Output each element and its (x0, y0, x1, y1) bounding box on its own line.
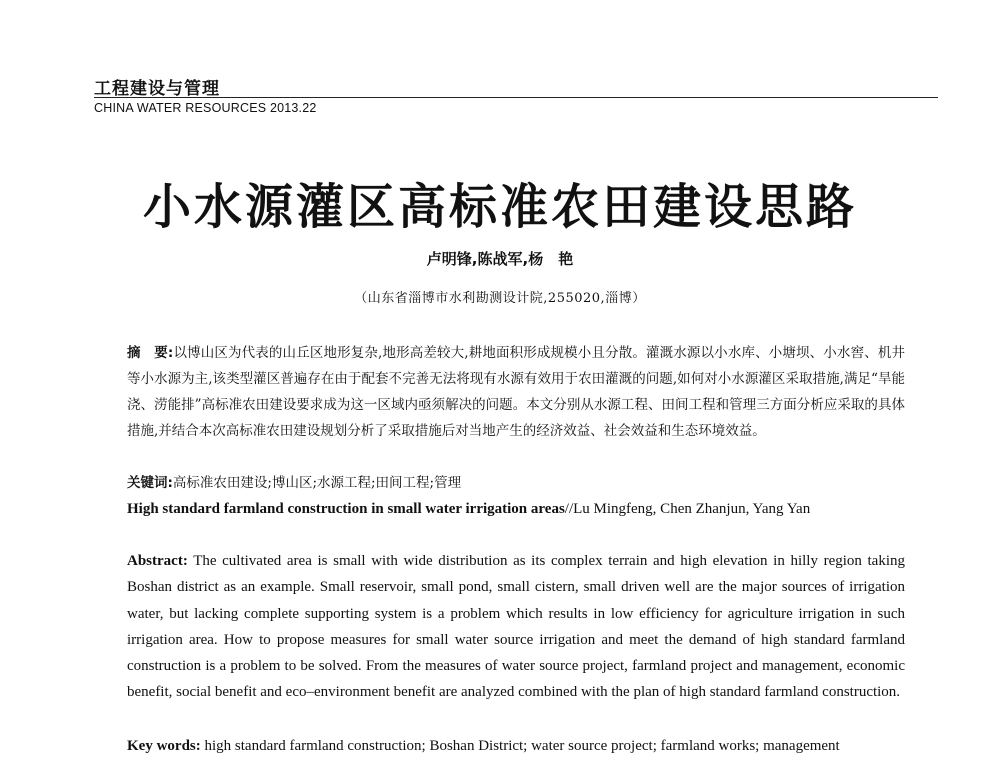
english-title-block (127, 496, 905, 522)
paper-title: 小水源灌区高标准农田建设思路 (142, 179, 857, 235)
chinese-abstract-label: 摘 要: (127, 345, 174, 361)
english-abstract (127, 548, 905, 706)
author-affiliation: （山东省淄博市水利勘测设计院,255020,淄博） (354, 291, 646, 306)
chinese-keywords-text: 高标准农田建设;博山区;水源工程;田间工程;管理 (172, 475, 462, 491)
chinese-keywords-label: 关键词: (127, 475, 173, 491)
english-abstract-text: The cultivated area is small with wide distribution as its complex terrain and high elevation in hilly region taking Boshan district as an example. Small reservoir, small pond, small cistern, small driven well are the major sources of irrigation water, but lacking complete supporting system is a problem which results in low efficiency for agriculture irrigation in such irrigation area. How to propose measures for small water source irrigation and meet the demand of high standard farmland construction is a problem to be solved. From the measures of water source project, farmland project and management, economic benefit, social benefit and eco–environment benefit are analyzed combined with the plan of high standard farmland construction. (127, 553, 906, 701)
english-authors: //Lu Mingfeng, Chen Zhanjun, Yang Yan (564, 501, 811, 517)
english-keywords-label: Key words: (127, 738, 201, 754)
english-title: High standard farmland construction in small water irrigation areas (127, 501, 565, 517)
header-divider (94, 97, 938, 98)
english-abstract-label: Abstract: (127, 553, 188, 569)
chinese-abstract (127, 340, 905, 444)
chinese-keywords (127, 470, 905, 496)
journal-section-name: 工程建设与管理 (94, 79, 220, 99)
paper-authors: 卢明锋,陈战军,杨 艳 (426, 250, 574, 268)
journal-issue-info: CHINA WATER RESOURCES 2013.22 (94, 101, 317, 115)
english-keywords (127, 733, 905, 759)
english-keywords-text: high standard farmland construction; Boshan District; water source project; farmland works; management (204, 738, 840, 754)
chinese-abstract-text: 以博山区为代表的山丘区地形复杂,地形高差较大,耕地面积形成规模小且分散。灌溉水源以小水库、小塘坝、小水窖、机井等小水源为主,该类型灌区普遍存在由于配套不完善无法将现有水源有效用于农田灌溉的问题,如何对小水源灌区采取措施,满足“旱能浇、涝能排”高标准农田建设要求成为这一区域内亟须解决的问题。本文分别从水源工程、田间工程和管理三方面分析应采取的具体措施,并结合本次高标准农田建设规划分析了采取措施后对当地产生的经济效益、社会效益和生态环境效益。 (127, 345, 905, 439)
